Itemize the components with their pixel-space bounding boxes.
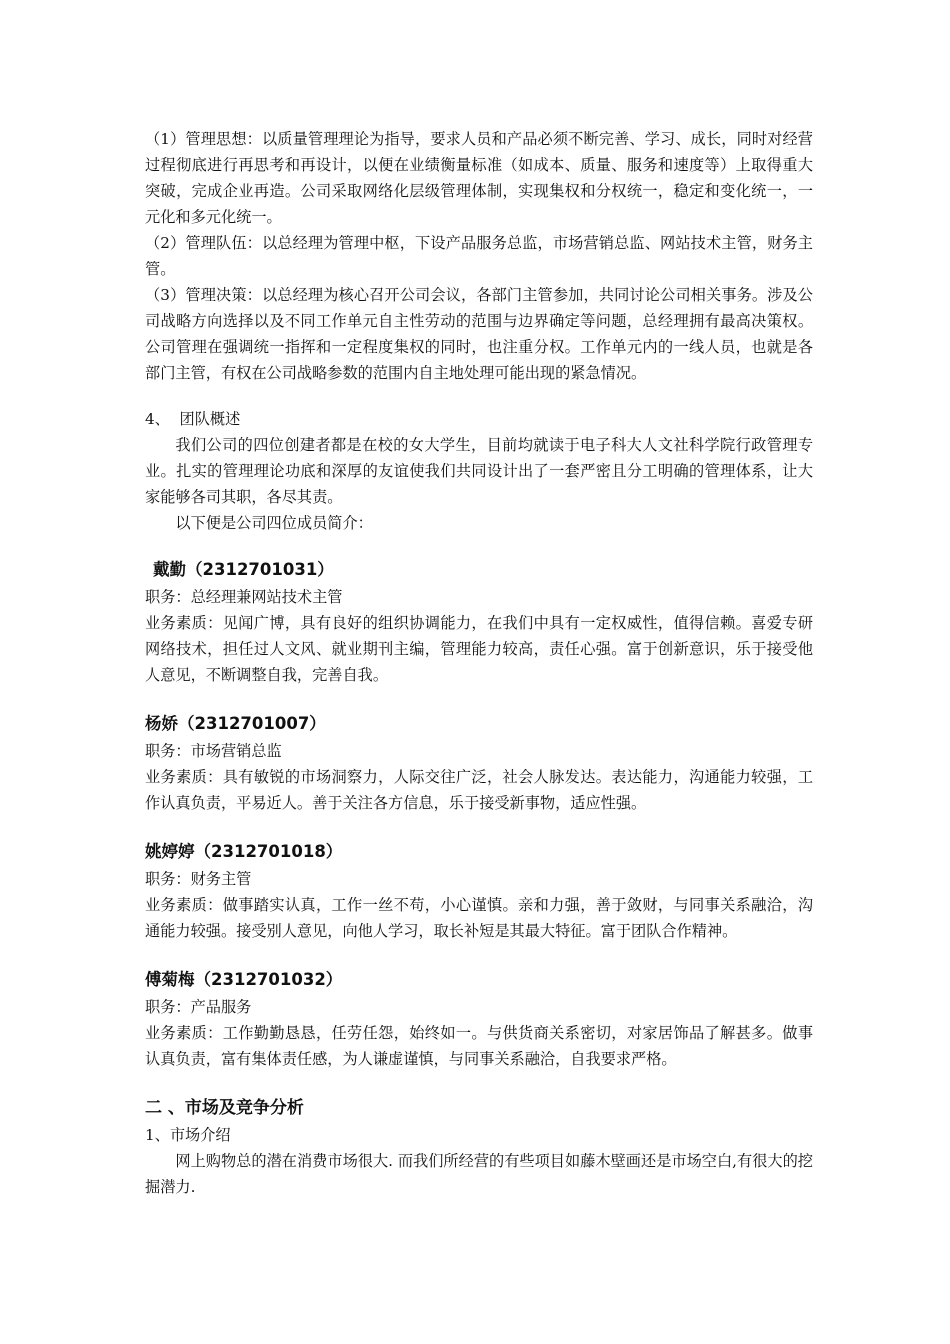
spacer — [145, 688, 813, 710]
management-thought-paragraph: （1）管理思想：以质量管理理论为指导，要求人员和产品必须不断完善、学习、成长，同时对经营过程彻底进行再思考和再设计，以便在业绩衡量标准（如成本、质量、服务和速度等）上取得重大突破，完成企业再造。公司采取网络化层级管理体制，实现集权和分权统一，稳定和变化统一，一元化和多元化统一。 — [145, 130, 813, 226]
member-name: 傅菊梅（2312701032） — [145, 970, 343, 989]
member-quality: 业务素质：见闻广博，具有良好的组织协调能力，在我们中具有一定权威性，值得信赖。喜爱专研网络技术，担任过人文风、就业期刊主编，管理能力较高，责任心强。富于创新意识，乐于接受他人意见，不断调整自我，完善自我。 — [145, 614, 813, 684]
spacer — [145, 536, 813, 556]
member-role: 职务：产品服务 — [145, 998, 252, 1016]
management-decision-paragraph: （3）管理决策：以总经理为核心召开公司会议，各部门主管参加，共同讨论公司相关事务。涉及公司战略方向选择以及不同工作单元自主性劳动的范围与边界确定等问题，总经理拥有最高决策权。公司管理在强调统一指挥和一定程度集权的同时，也注重分权。工作单元内的一线人员，也就是各部门主管，有权在公司战略参数的范围内自主地处理可能出现的紧急情况。 — [145, 286, 813, 382]
market-subheading: 1、市场介绍 — [145, 1126, 231, 1144]
members-intro: 以下便是公司四位成员简介： — [175, 514, 373, 532]
team-overview-intro: 我们公司的四位创建者都是在校的女大学生，目前均就读于电子科大人文社科学院行政管理专业。扎实的管理理论功底和深厚的友谊使我们共同设计出了一套严密且分工明确的管理体系，让大家能够各司其职，各尽其责。 — [145, 436, 813, 506]
chapter-title: 二 、市场及竞争分析 — [145, 1098, 304, 1118]
spacer — [145, 944, 813, 966]
spacer — [145, 386, 813, 406]
document-page — [145, 126, 813, 1200]
member-role: 职务：总经理兼网站技术主管 — [145, 588, 343, 606]
member-name: 戴勤（2312701031） — [153, 560, 334, 579]
member-name: 杨娇（2312701007） — [145, 714, 326, 733]
member-quality: 业务素质：做事踏实认真，工作一丝不苟，小心谨慎。亲和力强，善于敛财，与同事关系融洽，沟通能力较强。接受别人意见，向他人学习，取长补短是其最大特征。富于团队合作精神。 — [145, 896, 813, 940]
member-quality: 业务素质：具有敏锐的市场洞察力，人际交往广泛，社会人脉发达。表达能力，沟通能力较强，工作认真负责，平易近人。善于关注各方信息，乐于接受新事物，适应性强。 — [145, 768, 813, 812]
spacer — [145, 816, 813, 838]
management-team-paragraph: （2）管理队伍：以总经理为管理中枢，下设产品服务总监，市场营销总监、网站技术主管，财务主管。 — [145, 234, 813, 278]
member-name: 姚婷婷（2312701018） — [145, 842, 343, 861]
market-intro: 网上购物总的潜在消费市场很大. 而我们所经营的有些项目如藤木壁画还是市场空白,有很大的挖掘潜力. — [145, 1152, 813, 1196]
member-quality: 业务素质：工作勤勤恳恳，任劳任怨，始终如一。与供货商关系密切，对家居饰品了解甚多。做事认真负责，富有集体责任感，为人谦虚谨慎，与同事关系融洽，自我要求严格。 — [145, 1024, 813, 1068]
member-role: 职务：财务主管 — [145, 870, 252, 888]
spacer — [145, 1072, 813, 1094]
member-role: 职务：市场营销总监 — [145, 742, 282, 760]
team-overview-heading: 4、 团队概述 — [145, 410, 241, 428]
